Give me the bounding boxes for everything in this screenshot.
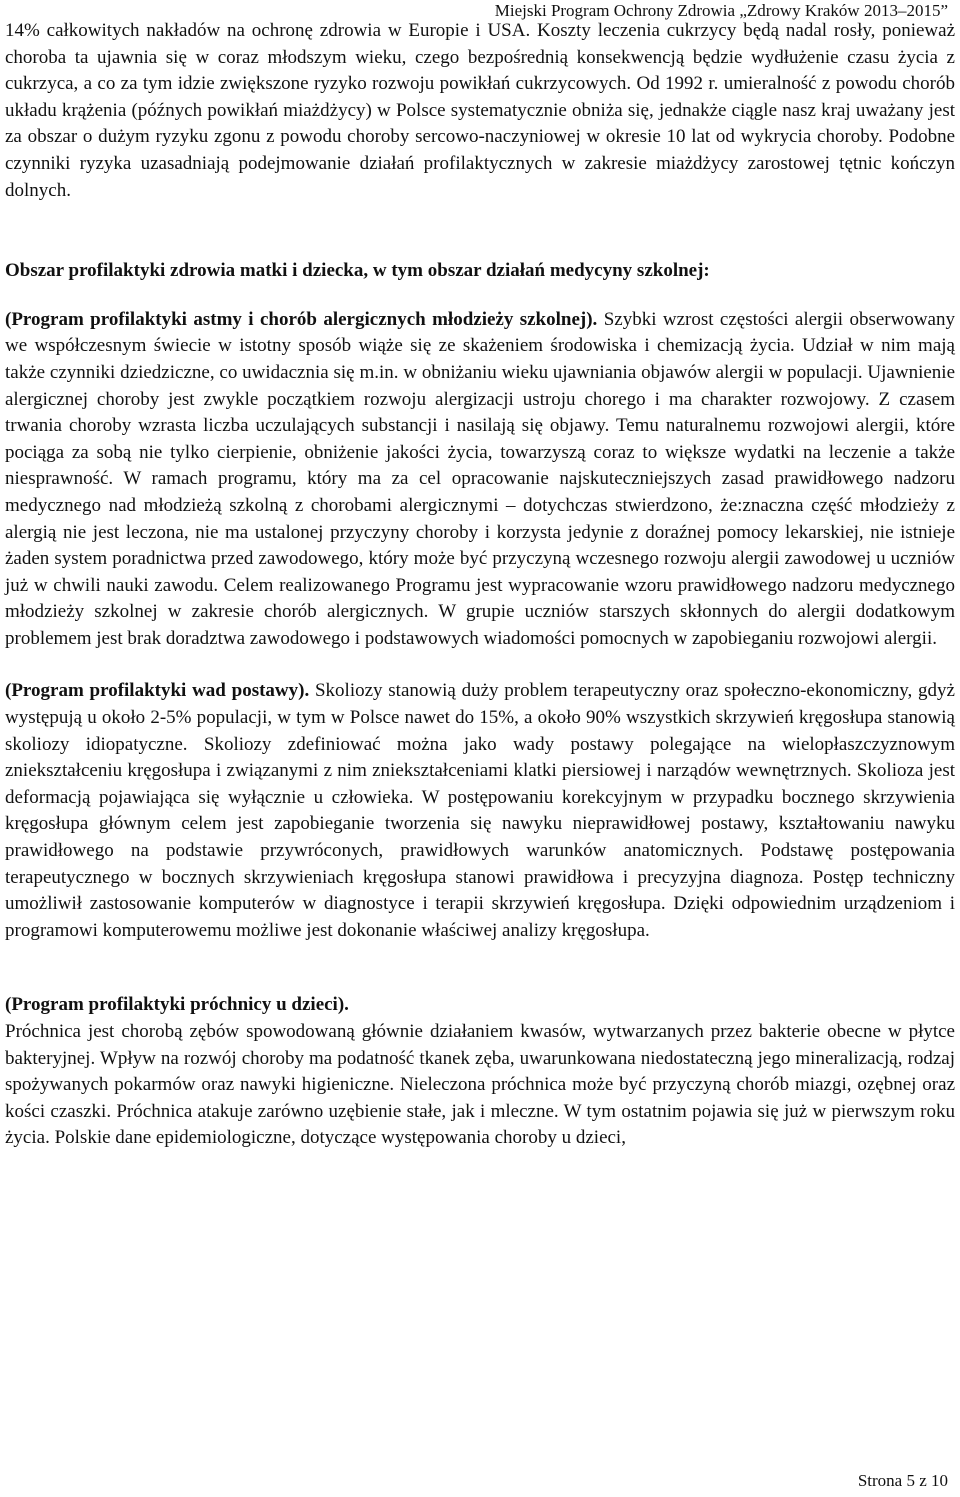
asthma-program-text: Szybki wzrost częstości alergii obserwowany we współczesnym świecie w istotny sposób wiąże się ze skażeniem środowiska i chemizacją życia. Udział w nim mają także czynniki dziedziczne, co uwidacznia się m.in. w obniżaniu wieku ujawniania objawów alergii w populacji. Ujawnienie alergicznej choroby jest zwykle początkiem rozwoju alergizacji ustroju chorego i ma charakter rozwojowy. Z czasem trwania choroby wzrasta liczba uczulających substancji i nasilają się objawy. Temu naturalnemu rozwojowi alergii, które pociąga za sobą nie tylko cierpienie, obniżenie jakości życia, towarzyszą coraz to większe wydatki na leczenie a także niesprawność. W ramach programu, który ma za cel opracowanie najskuteczniejszych zasad prawidłowego nadzoru medycznego nad młodzieżą szkolną z chorobami alergicznymi – dotychczas stwierdzono, że:znaczna część młodzieży z alergią nie jest leczona, nie ma ustalonej przyczyny choroby i korzysta jedynie z doraźnej pomocy lekarskiej, nie istnieje żaden system poradnictwa przed zawodowego, który może być przyczyną wczesnego rozwoju alergii zawodowej u uczniów już w chwili nauki zawodu. Celem realizowanego Programu jest wypracowanie wzoru prawidłowego nadzoru medycznego młodzieży szkolnej w zakresie chorób alergicznych. W grupie uczniów starszych skłonnych do alergii dodatkowym problemem jest brak doradztwa zawodowego i podstawowych wiadomości pomocnych w zapobieganiu rozwojowi alergii. <box>5 308 955 649</box>
posture-program-title: (Program profilaktyki wad postawy). <box>5 680 310 702</box>
asthma-program-title: (Program profilaktyki astmy i chorób alergicznych młodzieży szkolnej). <box>5 308 598 330</box>
paragraph-caries-program: Próchnica jest chorobą zębów spowodowaną głównie działaniem kwasów, wytwarzanych przez bakterie obecne w płytce bakteryjnej. Wpływ na rozwój choroby ma podatność tkanek zęba, uwarunkowana niedostateczną jego mineralizacją, rodzaj spożywanych pokarmów oraz nawyki higieniczne. Nieleczona próchnica może być przyczyną chorób miazgi, ozębnej oraz kości czaszki. Próchnica atakuje zarówno uzębienie stałe, jak i mleczne. W tym ostatnim pojawia się już w pierwszym roku życia. Polskie dane epidemiologiczne, dotyczące występowania choroby u dzieci, <box>5 1021 955 1149</box>
page-header: Miejski Program Ochrony Zdrowia „Zdrowy Kraków 2013–2015” <box>494 1 948 20</box>
spacer <box>5 944 955 992</box>
paragraph-asthma-program <box>5 307 955 653</box>
paragraph-intro: 14% całkowitych nakładów na ochronę zdrowia w Europie i USA. Koszty leczenia cukrzycy będą nadal rosły, ponieważ choroba ta ujawnia się w coraz młodszym wieku, czego bezpośrednią konsekwencją będzie wydłużenie czasu życia z cukrzyca, a co za tym idzie zwiększone ryzyko rozwoju powikłań cukrzycowych. Od 1992 r. umieralność z powodu chorób układu krążenia (późnych powikłań miażdżycy) w Polsce systematycznie obniża się, jednakże ciągle nasz kraj uważany jest za obszar o dużym ryzyku zgonu z powodu choroby sercowo-naczyniowej w okresie 10 lat od wykrycia choroby. Podobne czynniki ryzyka uzasadniają podejmowanie działań profilaktycznych w zakresie miażdżycy zarostowej tętnic kończyn dolnych. <box>5 20 955 201</box>
page-number: Strona 5 z 10 <box>857 1471 948 1490</box>
posture-program-text: Skoliozy stanowią duży problem terapeutyczny oraz społeczno-ekonomiczny, gdyż występują u około 2-5% populacji, w tym w Polsce nawet do 15%, a około 90% wszystkich skrzywień kręgosłupa stanowią skoliozy idiopatyczne. Skoliozy zdefiniować można jako wady postawy polegające na wielopłaszczyznowym zniekształceniu kręgosłupa i związanymi z nim zniekształceniami klatki piersiowej i narządów wewnętrznych. Skolioza jest deformacją pojawiająca się wyłącznie u człowieka. W postępowaniu korekcyjnym w przypadku bocznego skrzywienia kręgosłupa głównym celem jest zapobieganie tworzenia się nawyku nieprawidłowej postawy, kształtowaniu nawyku prawidłowego na podstawie przywróconych, prawidłowych warunków anatomicznych. Podstawę postępowania terapeutycznego w bocznych skrzywieniach kręgosłupa stanowi prawidłowa i precyzyjna diagnoza. Postęp techniczny umożliwił zastosowanie komputerów w diagnostyce i terapii skrzywień kręgosłupa. Dzięki odpowiednim urządzeniom i programowi komputerowemu możliwe jest dokonanie właściwej analizy kręgosłupa. <box>5 680 955 941</box>
caries-program-title: (Program profilaktyki próchnicy u dzieci). <box>5 994 349 1016</box>
spacer <box>5 285 955 307</box>
spacer <box>5 204 955 258</box>
paragraph-posture-program <box>5 678 955 944</box>
spacer <box>5 652 955 678</box>
section-heading: Obszar profilaktyki zdrowia matki i dziecka, w tym obszar działań medycyny szkolnej: <box>5 260 710 282</box>
document-body <box>5 18 955 1152</box>
